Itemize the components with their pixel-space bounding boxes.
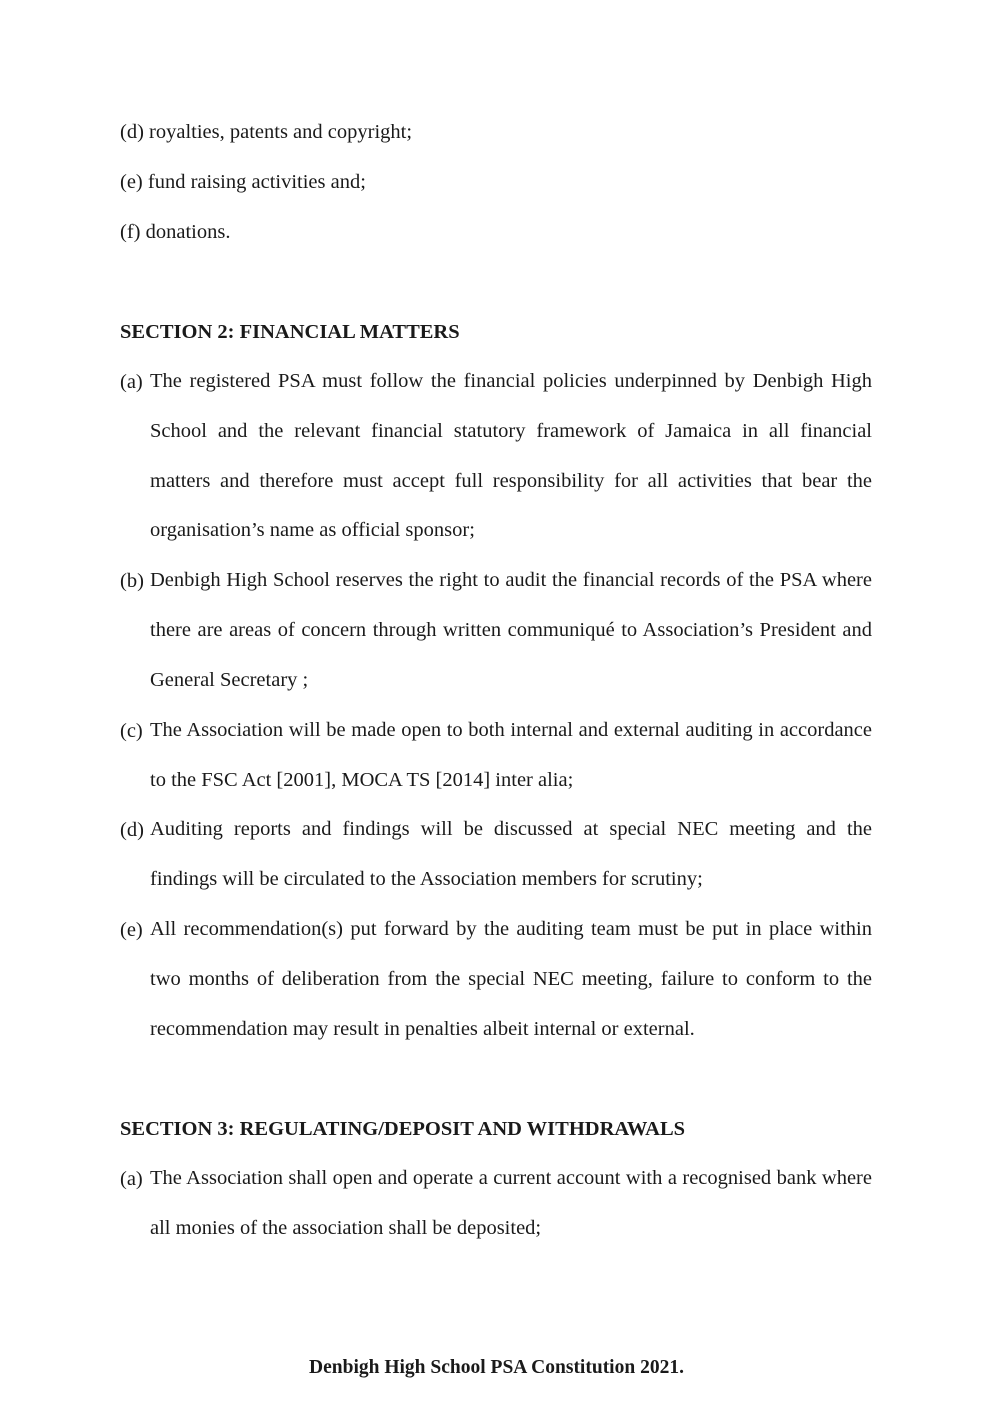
item-text: The registered PSA must follow the financial policies underpinned by Denbigh High School and the relevant financial statutory framework of Jamaica in all financial matters and therefore must accept full responsibility for all activities that bear the organisation’s name as official sponsor; [150,370,872,542]
income-item-e: (e) fund raising activities and; [120,171,366,193]
item-text: The Association will be made open to both internal and external auditing in accordance to the FSC Act [2001], MOCA TS [2014] inter alia; [150,719,872,791]
item-text: All recommendation(s) put forward by the auditing team must be put in place within two months of deliberation from the special NEC meeting, failure to conform to the recommendation may result in penalties albeit internal or external. [150,918,872,1040]
item-letter: (a) [120,1168,143,1190]
page-footer: Denbigh High School PSA Constitution 2021. [309,1357,684,1378]
item-text: Auditing reports and findings will be discussed at special NEC meeting and the findings will be circulated to the Association members for scrutiny; [150,818,872,890]
section-2-heading: SECTION 2: FINANCIAL MATTERS [120,321,460,343]
section-2-item-e [120,905,872,1054]
income-item-d: (d) royalties, patents and copyright; [120,121,413,143]
section-2-item-a [120,357,872,556]
income-item-f: (f) donations. [120,221,231,243]
section-3-heading: SECTION 3: REGULATING/DEPOSIT AND WITHDRAWALS [120,1118,686,1140]
item-letter: (d) [120,819,144,841]
item-text: Denbigh High School reserves the right to audit the financial records of the PSA where there are areas of concern through written communiqué to Association’s President and General Secretary ; [150,569,872,691]
section-2-item-b [120,556,872,705]
section-3-item-a [120,1154,872,1254]
section-2-item-d [120,805,872,905]
section-2-item-c [120,706,872,806]
item-letter: (e) [120,919,143,941]
item-text: The Association shall open and operate a current account with a recognised bank where all monies of the association shall be deposited; [150,1167,872,1239]
item-letter: (c) [120,720,143,742]
item-letter: (b) [120,570,144,592]
item-letter: (a) [120,371,143,393]
